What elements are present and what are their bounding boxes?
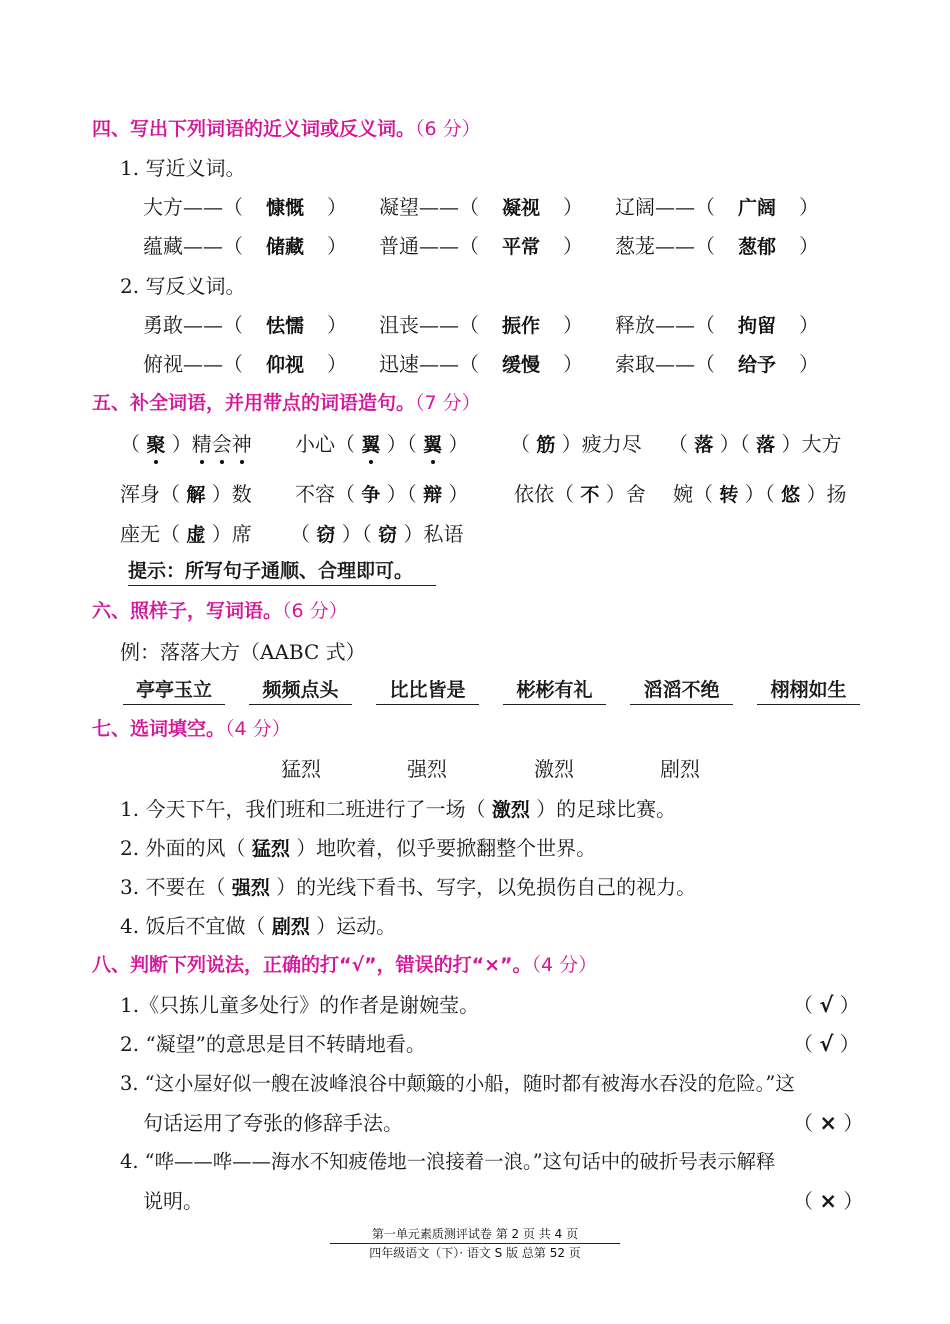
judge-question-3-cont: 句话运用了夸张的修辞手法。 — [143, 1111, 403, 1135]
idiom-item-4: （ 落 ）（ 落 ）大方 — [668, 432, 842, 456]
answer: 翼 — [423, 430, 442, 457]
answer: 缓慢 — [501, 354, 540, 376]
close-paren: ） — [799, 195, 819, 219]
judge-question-1: 1.《只拣儿童多处行》的作者是谢婉莹。 — [120, 993, 480, 1017]
hint-line: 提示：所写句子通顺、合理即可。 — [128, 556, 436, 586]
word: 葱茏——（ — [615, 234, 715, 258]
close-paren: ） — [563, 313, 583, 337]
dotted-char: 精 — [192, 428, 212, 457]
word-pair — [143, 230, 347, 259]
close-paren: ） — [327, 313, 347, 337]
idiom-item-8: 婉（ 转 ）（ 悠 ）扬 — [673, 482, 847, 506]
judge-answer-4: （ × ） — [793, 1189, 864, 1213]
section-4-title: 四、写出下列词语的近义词或反义词。 — [92, 118, 416, 140]
question-text: ）地吹着，似乎要掀翻整个世界。 — [296, 836, 597, 860]
synonym-row-1 — [143, 191, 863, 219]
idiom-text: 数 — [231, 482, 252, 506]
judge-answer-1: （ √ ） — [793, 993, 860, 1017]
antonym-row-2 — [143, 348, 863, 376]
question-text: ）的足球比赛。 — [536, 797, 677, 821]
close-paren: ） — [799, 352, 819, 376]
judge-question-2: 2. “凝望”的意思是目不转睛地看。 — [120, 1032, 426, 1056]
answer: 辩 — [423, 484, 443, 506]
word-pair — [379, 309, 583, 338]
word-pair — [615, 191, 819, 220]
section-6-heading — [92, 596, 348, 623]
word-pair — [615, 309, 819, 338]
question-text: 1. 今天下午，我们班和二班进行了一场（ — [120, 797, 486, 821]
answer-word-1: 亭亭玉立 — [123, 675, 225, 705]
answer: 翼 — [361, 430, 380, 457]
answer: 落 — [694, 434, 714, 456]
option-word-1: 猛烈 — [281, 757, 321, 781]
idiom-text: 依依（ — [514, 482, 574, 506]
word: 俯视——（ — [143, 352, 243, 376]
fill-question-1 — [120, 793, 676, 822]
section-7-points: （4 分） — [225, 718, 291, 740]
answer-word-3: 比比皆是 — [376, 675, 479, 705]
word: 索取——（ — [615, 352, 715, 376]
answer: 虚 — [186, 524, 206, 546]
idiom-item-6: 不容（ 争 ）（ 辩 ） — [295, 482, 469, 506]
idiom-text: 席 — [231, 522, 252, 546]
cross-mark: × — [819, 1189, 837, 1213]
answer: 争 — [361, 484, 381, 506]
idiom-item-1: （ 聚 ）精会神 — [120, 428, 252, 457]
answer: 仰视 — [265, 354, 304, 376]
answer: 振作 — [501, 315, 540, 337]
close-paren: ） — [563, 352, 583, 376]
section-5-title: 五、补全词语，并用带点的词语造句。 — [92, 392, 416, 414]
antonym-row-1 — [143, 309, 863, 337]
answer: 广阔 — [737, 197, 776, 219]
idiom-item-7: 依依（ 不 ）舍 — [514, 482, 646, 506]
footer-line-2: 四年级语文（下）· 语文 S 版 总第 52 页 — [369, 1246, 581, 1260]
idiom-text: 不容（ — [295, 482, 355, 506]
section-6-title: 六、照样子，写词语。 — [92, 600, 283, 622]
answer: 聚 — [146, 430, 165, 457]
answer: 猛烈 — [251, 838, 290, 860]
section-7-title: 七、选词填空。 — [92, 718, 226, 740]
word-pair — [379, 348, 583, 377]
word-pair — [615, 230, 819, 259]
close-paren: ） — [327, 234, 347, 258]
idiom-item-2: 小心（ 翼 ）（ 翼 ） — [295, 432, 469, 456]
antonym-label: 2. 写反义词。 — [120, 274, 246, 298]
answer: 筋 — [536, 434, 556, 456]
answer-word-2: 频频点头 — [249, 675, 352, 705]
judge-answer-2: （ √ ） — [793, 1032, 860, 1056]
idiom-text: 婉（ — [673, 482, 713, 506]
answer: 激烈 — [491, 799, 530, 821]
idiom-text: 舍 — [625, 482, 646, 506]
answer-word-4: 彬彬有礼 — [503, 675, 606, 705]
idiom-text: 扬 — [826, 482, 847, 506]
section-6-points: （6 分） — [282, 600, 348, 622]
word-pair — [379, 230, 583, 259]
answer: 慷慨 — [265, 197, 304, 219]
section-5-points: （7 分） — [415, 392, 481, 414]
answer: 拘留 — [737, 315, 776, 337]
idiom-item-5: 浑身（ 解 ）数 — [120, 482, 252, 506]
answer: 悠 — [781, 484, 801, 506]
word-pair — [143, 348, 347, 377]
fill-question-3 — [120, 871, 696, 900]
word: 普通——（ — [379, 234, 479, 258]
close-paren: ） — [563, 234, 583, 258]
answer-word-6: 栩栩如生 — [757, 675, 860, 705]
cross-mark: × — [819, 1111, 837, 1135]
answer: 给予 — [737, 354, 776, 376]
idiom-text: 疲力尽 — [581, 432, 642, 456]
close-paren: ） — [799, 234, 819, 258]
answer: 不 — [580, 484, 600, 506]
judge-question-4-cont: 说明。 — [143, 1189, 203, 1213]
judge-question-4: 4. “哗——哗——海水不知疲倦地一浪接着一浪。”这句话中的破折号表示解释 — [120, 1150, 776, 1173]
idiom-text: 小心（ — [295, 432, 355, 456]
dotted-char: 会 — [212, 428, 232, 457]
question-text: ）运动。 — [316, 914, 397, 938]
question-text: 2. 外面的风（ — [120, 836, 246, 860]
section-4-heading — [92, 114, 481, 141]
answer: 强烈 — [231, 877, 270, 899]
answer: 窃 — [316, 524, 336, 546]
answer: 储藏 — [265, 236, 304, 258]
idiom-text: 大方 — [801, 432, 842, 456]
answer: 凝视 — [501, 197, 540, 219]
fill-question-2 — [120, 832, 596, 861]
answer: 解 — [186, 484, 206, 506]
answer-word-5: 滔滔不绝 — [630, 675, 733, 705]
judge-answer-3: （ × ） — [793, 1111, 864, 1135]
word: 迅速——（ — [379, 352, 479, 376]
judge-question-3: 3. “这小屋好似一艘在波峰浪谷中颠簸的小船，随时都有被海水吞没的危险。”这 — [120, 1072, 795, 1095]
word: 蕴藏——（ — [143, 234, 243, 258]
section-4-points: （6 分） — [415, 118, 481, 140]
fill-question-4 — [120, 910, 396, 939]
section-5-heading — [92, 388, 481, 415]
example-line: 例：落落大方（AABC 式） — [120, 640, 366, 664]
close-paren: ） — [563, 195, 583, 219]
section-8-title: 八、判断下列说法，正确的打“√”，错误的打“×”。 — [92, 954, 532, 976]
word-pair — [143, 309, 347, 338]
word: 凝望——（ — [379, 195, 479, 219]
word: 勇敢——（ — [143, 313, 243, 337]
section-7-heading — [92, 714, 291, 741]
section-8-heading — [92, 950, 597, 977]
close-paren: ） — [327, 195, 347, 219]
footer-line-1: 第一单元素质测评试卷 第 2 页 共 4 页 — [330, 1225, 620, 1244]
word: 大方——（ — [143, 195, 243, 219]
dotted-char: 神 — [232, 428, 252, 457]
word: 释放——（ — [615, 313, 715, 337]
idiom-text: 私语 — [423, 522, 464, 546]
word: 沮丧——（ — [379, 313, 479, 337]
word-pair — [143, 191, 347, 220]
question-text: ）的光线下看书、写字，以免损伤自己的视力。 — [276, 875, 697, 899]
close-paren: ） — [799, 313, 819, 337]
idiom-item-10: （ 窃 ）（ 窃 ）私语 — [290, 522, 464, 546]
answer: 怯懦 — [265, 315, 304, 337]
idiom-item-9: 座无（ 虚 ）席 — [120, 522, 252, 546]
close-paren: ） — [327, 352, 347, 376]
idiom-item-3: （ 筋 ）疲力尽 — [510, 432, 642, 456]
answer: 转 — [719, 484, 739, 506]
synonym-row-2 — [143, 230, 863, 258]
idiom-text: 座无（ — [120, 522, 180, 546]
idiom-text: 浑身（ — [120, 482, 180, 506]
section-8-points: （4 分） — [531, 954, 598, 976]
option-word-2: 强烈 — [407, 757, 447, 781]
word: 辽阔——（ — [615, 195, 715, 219]
answer: 平常 — [501, 236, 540, 258]
check-mark: √ — [819, 993, 834, 1017]
word-pair — [615, 348, 819, 377]
word-pair — [379, 191, 583, 220]
answer: 葱郁 — [737, 236, 776, 258]
answer: 窃 — [378, 524, 398, 546]
question-text: 3. 不要在（ — [120, 875, 226, 899]
answer: 落 — [756, 434, 776, 456]
answer: 剧烈 — [271, 916, 310, 938]
option-word-3: 激烈 — [534, 757, 574, 781]
option-word-4: 剧烈 — [660, 757, 700, 781]
question-text: 4. 饭后不宜做（ — [120, 914, 266, 938]
synonym-label: 1. 写近义词。 — [120, 156, 246, 180]
check-mark: √ — [819, 1032, 834, 1056]
